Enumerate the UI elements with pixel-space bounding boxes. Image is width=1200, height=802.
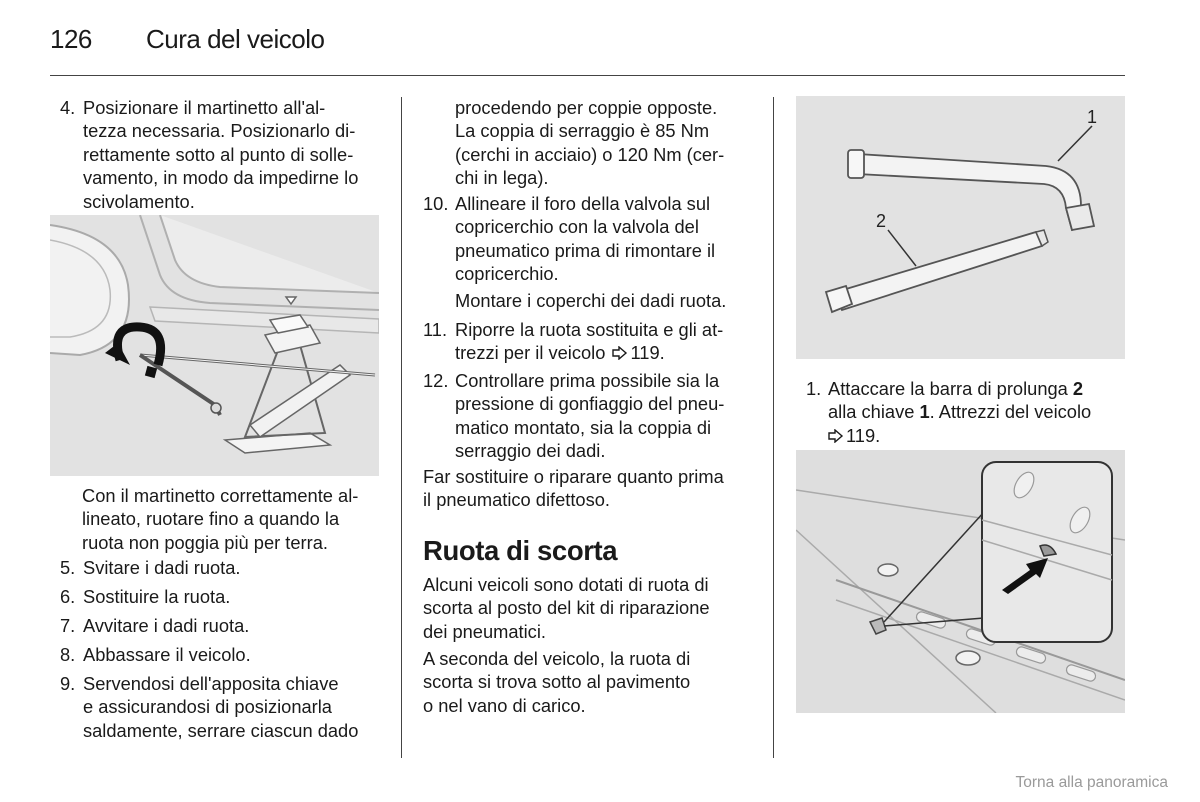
wheel-wrench-illustration (796, 96, 1125, 359)
step-text-line: serraggio dei dadi. (455, 440, 606, 462)
page-number: 126 (50, 24, 92, 54)
spare-paragraph-2 (423, 647, 768, 717)
step-text-line: matico montato, sia la coppia di (455, 416, 712, 438)
step-number: 10. (423, 193, 449, 214)
caption-line: ruota non poggia più per terra. (82, 531, 328, 553)
figure-label-2: 2 (876, 211, 887, 231)
cargo-floor-illustration (796, 450, 1125, 713)
step-text-line: procedendo per coppie opposte. (455, 97, 718, 118)
column-divider-1 (401, 97, 402, 758)
step-number: 12. (423, 370, 449, 391)
paragraph-line: scorta al posto del kit di riparazione (423, 597, 710, 619)
step-text-line: pressione di gonfiaggio del pneu- (455, 393, 725, 415)
step-text-line (828, 400, 1126, 423)
paragraph-line: o nel vano di carico. (423, 694, 586, 716)
step-text-line: pneumatico prima di rimontare il (455, 239, 716, 261)
step-text-line: e assicurandosi di posizionarla (83, 696, 332, 718)
bold-ref-1: 1 (919, 401, 930, 423)
step-text-line: La coppia di serraggio è 85 Nm (455, 120, 710, 142)
paragraph-line: scorta si trova sotto al pavimento (423, 671, 691, 693)
step-text-line (828, 424, 1126, 447)
paragraph-line: il pneumatico difettoso. (423, 489, 610, 511)
step-number: 6. (60, 586, 76, 607)
step-number: 5. (60, 557, 76, 578)
step-text-line (828, 377, 1126, 400)
column-divider-2 (773, 97, 774, 758)
step-text-line (455, 341, 768, 364)
step-text-line: tezza necessaria. Posizionarlo di- (83, 120, 356, 142)
step-text: Sostituire la ruota. (83, 586, 231, 607)
step-text: trezzi per il veicolo (455, 342, 606, 364)
step-number: 7. (60, 615, 76, 636)
step-text-line: saldamente, serrare ciascun dado (83, 719, 359, 741)
step-text-line: copricerchio con la valvola del (455, 216, 699, 238)
step-number: 1. (806, 378, 822, 399)
section-title: Cura del veicolo (146, 24, 325, 54)
step-number: 4. (60, 97, 76, 118)
step-text-line: scivolamento. (83, 190, 195, 212)
step-text: Avvitare i dadi ruota. (83, 615, 250, 636)
step-text: Svitare i dadi ruota. (83, 557, 241, 578)
paragraph-line: dei pneumatici. (423, 620, 546, 642)
step-number: 11. (423, 319, 448, 340)
step-text-line: copricerchio. (455, 263, 559, 285)
paragraph-line: A seconda del veicolo, la ruota di (423, 648, 691, 669)
figure-label-1: 1 (1087, 107, 1098, 127)
caption-line: Con il martinetto correttamente al- (82, 485, 359, 506)
caption-line: lineato, ruotare fino a quando la (82, 508, 340, 530)
page-reference-arrow-icon (828, 429, 844, 443)
bold-ref-2: 2 (1072, 378, 1084, 399)
step-text: Attaccare la barra di prolunga (828, 378, 1073, 399)
jack-illustration (50, 215, 379, 476)
spare-wheel-heading: Ruota di scorta (423, 535, 618, 566)
step-text-line: rettamente sotto al punto di solle- (83, 143, 354, 165)
step-10-note: Montare i coperchi dei dadi ruota. (455, 290, 727, 311)
page-reference[interactable]: 119. (846, 424, 881, 446)
paragraph-line: Far sostituire o riparare quanto prima (423, 466, 724, 487)
back-to-overview-link[interactable]: Torna alla panoramica (1015, 774, 1168, 791)
step-text: . Attrezzi del veicolo (929, 401, 1092, 423)
step-text-line: vamento, in modo da impedirne lo (83, 167, 359, 189)
paragraph-line: Alcuni veicoli sono dotati di ruota di (423, 574, 709, 595)
page-reference-arrow-icon (612, 346, 628, 360)
step-text: Abbassare il veicolo. (83, 644, 251, 665)
step-number: 9. (60, 673, 76, 694)
step-number: 8. (60, 644, 76, 665)
step-text-line: Posizionare il martinetto all'al- (83, 97, 326, 118)
step-text-line: (cerchi in acciaio) o 120 Nm (cer- (455, 143, 725, 165)
step-text: alla chiave (828, 401, 920, 423)
step-text-line: Controllare prima possibile sia la (455, 370, 720, 391)
step-text-line: Servendosi dell'apposita chiave (83, 673, 339, 694)
step-text-line: Riporre la ruota sostituita e gli at- (455, 319, 724, 340)
replace-note (423, 465, 768, 512)
step-text-line: chi in lega). (455, 167, 549, 189)
spare-paragraph-1 (423, 573, 768, 643)
step-9-continued (455, 96, 765, 190)
page-reference[interactable]: 119. (630, 342, 665, 364)
step-text-line: Allineare il foro della valvola sul (455, 193, 711, 214)
jack-caption (82, 484, 392, 554)
header-rule (50, 75, 1125, 76)
